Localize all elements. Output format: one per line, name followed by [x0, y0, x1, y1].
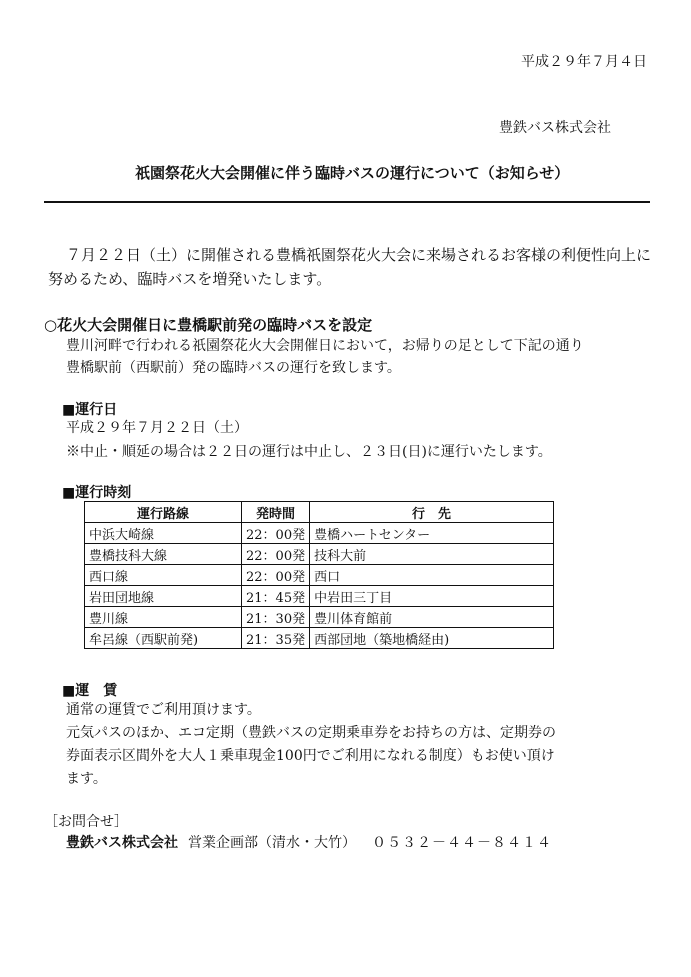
- intro-line-2: 努めるため、臨時バスを増発いたします。: [48, 270, 332, 288]
- destination-cell: 中岩田三丁目: [310, 586, 554, 607]
- route-cell: 牟呂線（西駅前発): [85, 628, 242, 649]
- schedule-heading: ■運行時刻: [62, 485, 132, 501]
- route-cell: 西口線: [85, 565, 242, 586]
- contact-department: 営業企画部（清水・大竹）: [188, 835, 356, 851]
- fare-line-4: ます。: [66, 771, 107, 787]
- contact-heading: ［お問合せ］: [44, 814, 128, 830]
- issuer-company: 豊鉄バス株式会社: [499, 120, 611, 136]
- route-cell: 豊橋技科大線: [85, 544, 242, 565]
- time-cell: 22：00発: [242, 565, 310, 586]
- column-header-destination: 行 先: [310, 502, 554, 523]
- issue-date: 平成２９年７月４日: [521, 54, 647, 70]
- route-cell: 岩田団地線: [85, 586, 242, 607]
- fare-line-1: 通常の運賃でご利用頂けます。: [66, 702, 261, 718]
- operation-day-note: ※中止・順延の場合は２２日の運行は中止し、２３日(日)に運行いたします。: [66, 444, 552, 460]
- table-row: [85, 586, 554, 607]
- schedule-header-row: [85, 502, 554, 523]
- intro-line-1: ７月２２日（土）に開催される豊橋祇園祭花火大会に来場されるお客様の利便性向上に: [66, 246, 652, 264]
- table-row: [85, 607, 554, 628]
- destination-cell: 技科大前: [310, 544, 554, 565]
- operation-day-date: 平成２９年７月２２日（土）: [66, 420, 248, 436]
- table-row: [85, 565, 554, 586]
- table-row: [85, 544, 554, 565]
- time-cell: 21：45発: [242, 586, 310, 607]
- table-row: [85, 628, 554, 649]
- time-cell: 21：35発: [242, 628, 310, 649]
- column-header-time: 発時間: [242, 502, 310, 523]
- destination-cell: 豊橋ハートセンター: [310, 523, 554, 544]
- table-row: [85, 523, 554, 544]
- route-cell: 豊川線: [85, 607, 242, 628]
- section1-line-2: 豊橋駅前（西駅前）発の臨時バスの運行を致します。: [66, 360, 401, 376]
- section1-line-1: 豊川河畔で行われる祇園祭花火大会開催日において，お帰りの足として下記の通り: [66, 338, 584, 354]
- schedule-table: [84, 501, 554, 649]
- notice-title: 祇園祭花火大会開催に伴う臨時バスの運行について（お知らせ）: [135, 164, 570, 182]
- destination-cell: 豊川体育館前: [310, 607, 554, 628]
- contact-phone: ０５３２－４４－８４１４: [372, 835, 552, 851]
- route-cell: 中浜大崎線: [85, 523, 242, 544]
- destination-cell: 西口: [310, 565, 554, 586]
- contact-company: 豊鉄バス株式会社: [66, 835, 178, 851]
- time-cell: 22：00発: [242, 523, 310, 544]
- time-cell: 22：00発: [242, 544, 310, 565]
- operation-day-heading: ■運行日: [62, 402, 118, 418]
- column-header-route: 運行路線: [85, 502, 242, 523]
- destination-cell: 西部団地（築地橋経由): [310, 628, 554, 649]
- time-cell: 21：30発: [242, 607, 310, 628]
- fare-heading: ■運 賃: [62, 683, 118, 699]
- fare-line-2: 元気パスのほか、エコ定期（豊鉄バスの定期乗車券をお持ちの方は、定期券の: [66, 725, 556, 741]
- section1-heading: ○花火大会開催日に豊橋駅前発の臨時バスを設定: [44, 316, 373, 334]
- fare-line-3: 券面表示区間外を大人１乗車現金100円でご利用になれる制度）もお使い頂け: [66, 748, 555, 764]
- title-divider: [44, 201, 650, 203]
